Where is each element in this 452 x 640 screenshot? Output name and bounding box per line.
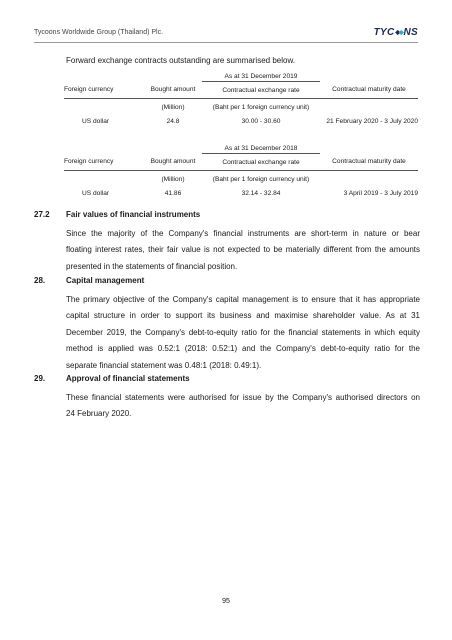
cell-maturity: 3 April 2019 - 3 July 2019 bbox=[343, 190, 418, 197]
paragraph-line: separate financial statement was 0.48:1 (2018: 0.49:1). bbox=[66, 360, 262, 370]
col-maturity-date: Contractual maturity date bbox=[320, 154, 418, 171]
intro-text: Forward exchange contracts outstanding are summarised below. bbox=[66, 56, 296, 65]
cell-rate: 30.00 - 30.60 bbox=[241, 118, 281, 125]
cell-maturity: 21 February 2020 - 3 July 2020 bbox=[326, 118, 418, 125]
paragraph-line: 24 February 2020. bbox=[66, 409, 132, 419]
section-29-body bbox=[66, 390, 420, 423]
section-title: Capital management bbox=[66, 276, 145, 285]
company-name: Tycoons Worldwide Group (Thailand) Plc. bbox=[34, 29, 164, 36]
cell-amount: 24.8 bbox=[166, 118, 180, 125]
paragraph-line: floating interest rates, their fair value is not expected to be materially different from the amounts bbox=[66, 245, 420, 255]
col-exchange-rate: Contractual exchange rate bbox=[202, 82, 320, 99]
col-bought-amount: Bought amount bbox=[144, 154, 202, 171]
as-at-label: As at 31 December 2018 bbox=[202, 139, 320, 154]
unit-maturity bbox=[320, 171, 418, 188]
unit-maturity bbox=[320, 99, 418, 116]
unit-amount: (Million) bbox=[161, 175, 185, 183]
logo-text-right: NS bbox=[403, 27, 418, 38]
unit-currency bbox=[64, 99, 144, 116]
unit-rate: (Baht per 1 foreign currency unit) bbox=[212, 103, 310, 111]
logo-text-left: TYC bbox=[373, 27, 395, 38]
paragraph-line: December 2019, the Company's debt-to-equity ratio for the financial statements in which equity bbox=[66, 327, 420, 337]
section-number: 27.2 bbox=[34, 210, 50, 219]
paragraph-line: These financial statements were authorised for issue by the Company's authorised directors on bbox=[66, 393, 420, 402]
company-logo bbox=[374, 27, 418, 38]
unit-amount: (Million) bbox=[161, 103, 185, 111]
cell-rate: 32.14 - 32.84 bbox=[241, 190, 281, 197]
col-exchange-rate: Contractual exchange rate bbox=[202, 154, 320, 171]
col-bought-amount: Bought amount bbox=[144, 82, 202, 99]
col-maturity-date: Contractual maturity date bbox=[320, 82, 418, 99]
section-title: Approval of financial statements bbox=[66, 374, 190, 383]
cell-amount: 41.86 bbox=[164, 190, 182, 197]
page-number: 95 bbox=[222, 598, 230, 605]
unit-currency bbox=[64, 171, 144, 188]
paragraph-line: method is applied was 0.52:1 (2018: 0.52:1) and the Company's debt-to-equity ratio for the bbox=[66, 344, 420, 354]
table-row bbox=[64, 115, 418, 128]
header-divider bbox=[34, 42, 418, 43]
col-foreign-currency: Foreign currency bbox=[64, 154, 144, 171]
section-number: 29. bbox=[34, 374, 46, 383]
cell-currency: US dollar bbox=[82, 118, 110, 125]
section-number: 28. bbox=[34, 276, 46, 285]
paragraph-line: presented in the statements of financial position. bbox=[66, 261, 238, 271]
page-header bbox=[34, 27, 418, 43]
as-at-label: As at 31 December 2019 bbox=[202, 67, 320, 82]
table-row bbox=[64, 187, 418, 200]
logo-mark-icon bbox=[395, 29, 404, 36]
forward-contracts-table-2018 bbox=[64, 139, 418, 200]
section-27-2-body bbox=[66, 226, 420, 275]
unit-rate: (Baht per 1 foreign currency unit) bbox=[212, 175, 310, 183]
forward-contracts-table-2019 bbox=[64, 67, 418, 128]
section-28-body bbox=[66, 292, 420, 374]
paragraph-line: Since the majority of the Company's financial instruments are short-term in nature or bear bbox=[66, 229, 420, 238]
paragraph-line: The primary objective of the Company's capital management is to ensure that it has appropriate bbox=[66, 295, 420, 304]
section-title: Fair values of financial instruments bbox=[66, 210, 201, 219]
col-foreign-currency: Foreign currency bbox=[64, 82, 144, 99]
cell-currency: US dollar bbox=[82, 190, 110, 197]
paragraph-line: capital structure in order to support its business and maximise shareholder value. As at 31 bbox=[66, 311, 420, 321]
